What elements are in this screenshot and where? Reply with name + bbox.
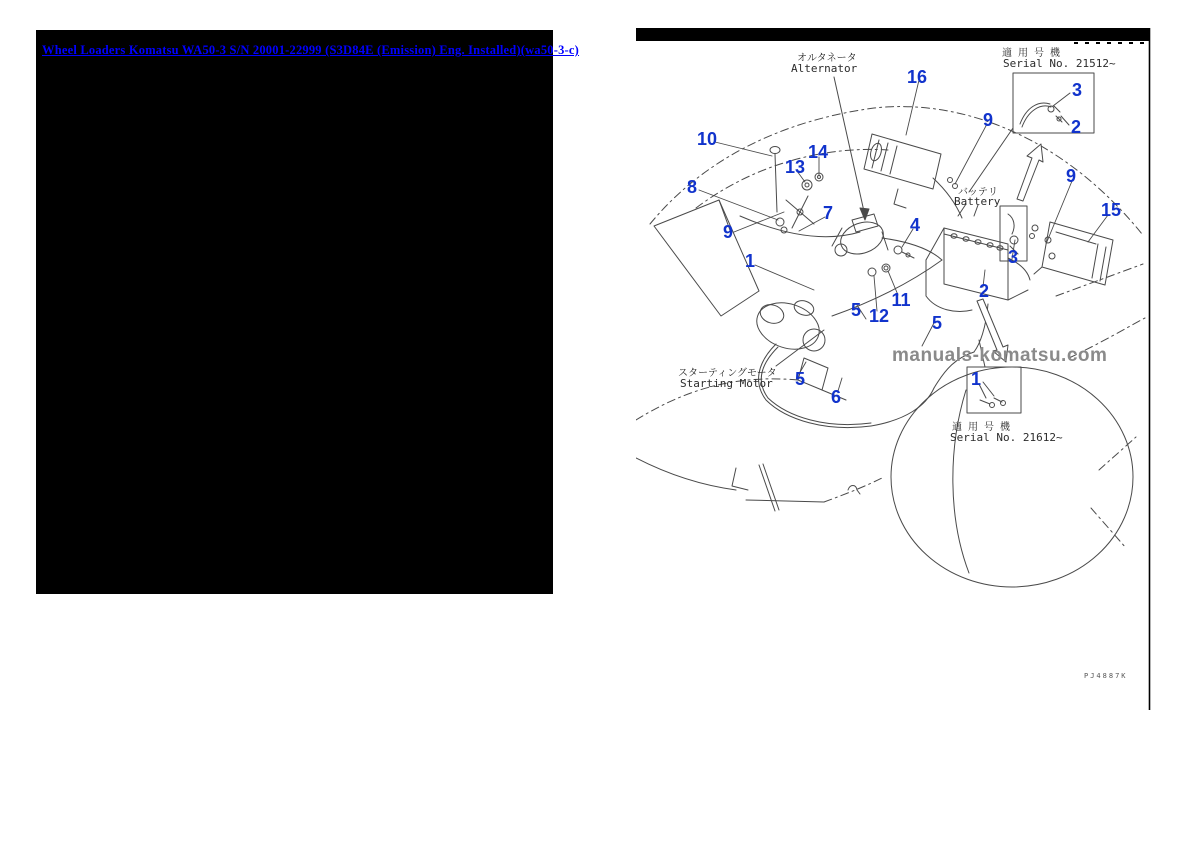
tire-outline <box>891 367 1133 587</box>
starting-motor-label-en: Starting Motor <box>680 377 773 390</box>
alternator-label-en: Alternator <box>791 62 858 75</box>
callout-8: 8 <box>686 177 698 197</box>
callout-12: 12 <box>868 306 890 326</box>
callout-3: 3 <box>1071 80 1083 100</box>
air-cleaner <box>864 134 962 218</box>
parts-diagram <box>636 28 1154 712</box>
nut11-part-inner <box>884 266 888 270</box>
starting-motor-label-jp: スターティングモータ <box>678 368 777 379</box>
callout-9: 9 <box>982 110 994 130</box>
nut11-part <box>882 264 890 272</box>
alternator-leader-arrowhead <box>860 208 869 220</box>
callout-6: 6 <box>830 387 842 407</box>
callout-11: 11 <box>891 290 911 310</box>
callout-1: 1 <box>970 369 982 389</box>
serial-top-label-jp: 適 用 号 機 <box>1002 48 1061 59</box>
callout-5: 5 <box>931 313 943 333</box>
manual-title-link[interactable]: Wheel Loaders Komatsu WA50-3 S/N 20001-22999 (S3D84E (Emission) Eng. Installed)(wa50-3-c) <box>42 43 580 57</box>
lower-frame-lines <box>636 458 860 511</box>
callout-9: 9 <box>1065 166 1077 186</box>
callout-14: 14 <box>807 142 829 162</box>
serial-bottom-label-jp: 適 用 号 機 <box>952 422 1011 433</box>
callout-3: 3 <box>1007 247 1019 267</box>
watermark-text: manuals-komatsu.com <box>892 345 1108 366</box>
bolt4-part <box>894 246 914 258</box>
callout-13: 13 <box>784 157 806 177</box>
callout-4: 4 <box>909 215 921 235</box>
callout-5: 5 <box>794 369 806 389</box>
callout-2: 2 <box>978 281 990 301</box>
callout-5: 5 <box>850 300 862 320</box>
alternator-leader <box>834 77 865 216</box>
direction-arrow-up <box>1017 144 1043 201</box>
starting-motor-part <box>751 295 825 357</box>
right-bracket-part <box>1030 222 1114 285</box>
wiring-harness <box>740 216 988 428</box>
callout-2: 2 <box>1070 117 1082 137</box>
alternator-part <box>832 214 888 260</box>
scan-top-bar <box>636 28 1150 41</box>
callout-1: 1 <box>744 251 756 271</box>
left-black-panel <box>36 30 580 594</box>
terminal-clip <box>948 178 953 183</box>
serial-bottom-label-en: Serial No. 21612~ <box>950 431 1063 444</box>
wing-fastener-part <box>786 196 814 228</box>
callout-10: 10 <box>696 129 718 149</box>
callout-9: 9 <box>722 222 734 242</box>
alternator-label-jp: オルタネータ <box>797 53 857 64</box>
callout-7: 7 <box>822 203 834 223</box>
nut12-part <box>868 268 876 276</box>
battery-label-jp: バッテリ <box>958 187 998 198</box>
serial-top-label-en: Serial No. 21512~ <box>1003 57 1116 70</box>
callout-15: 15 <box>1100 200 1122 220</box>
callout-16: 16 <box>906 67 928 87</box>
drawing-code: PJ4887K <box>1084 672 1128 680</box>
battery-label-en: Battery <box>954 195 1001 208</box>
